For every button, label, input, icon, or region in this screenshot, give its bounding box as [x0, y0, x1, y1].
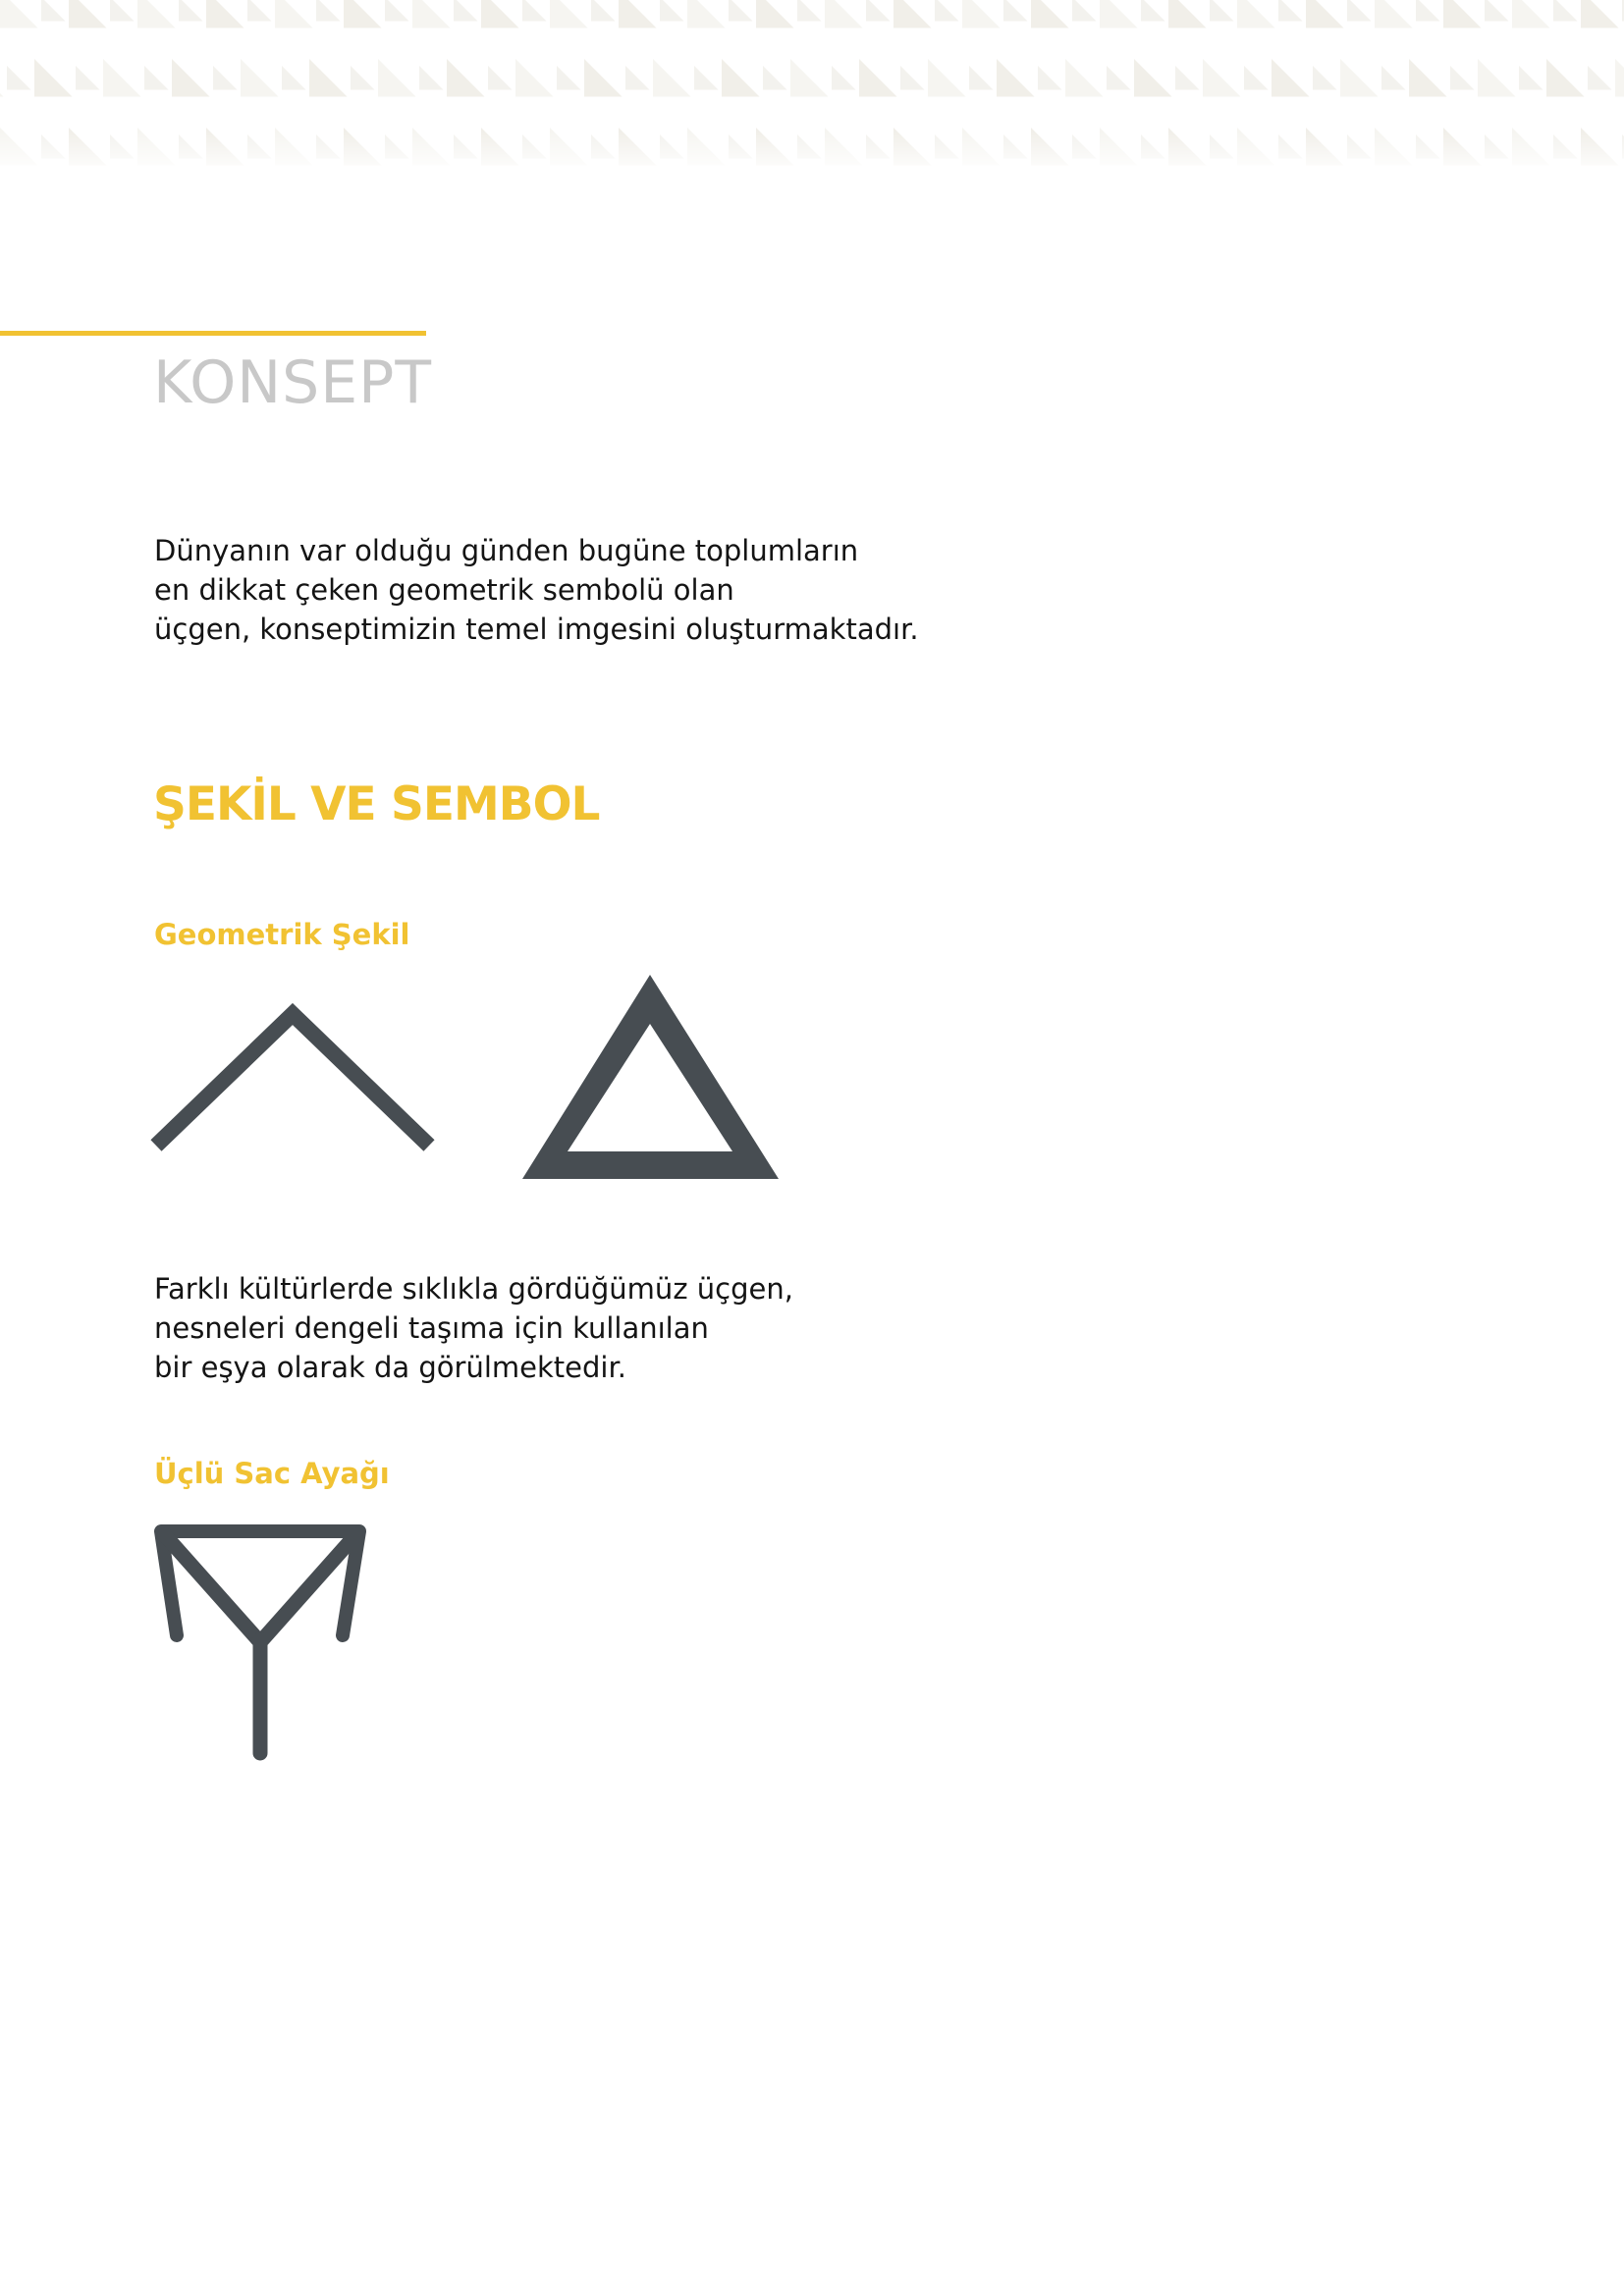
pattern-triangle [1237, 0, 1275, 28]
intro-line: Dünyanın var olduğu günden bugüne toplumların [154, 534, 859, 567]
pattern-triangle [515, 59, 554, 97]
pattern-triangle [935, 0, 959, 22]
pattern-triangle [309, 59, 348, 97]
pattern-triangle [591, 134, 616, 159]
pattern-triangle [137, 0, 176, 28]
pattern-triangle [1381, 66, 1406, 90]
pattern-triangle [1485, 0, 1509, 22]
pattern-triangle [859, 59, 897, 97]
pattern-triangle [550, 128, 588, 166]
pattern-triangle [694, 66, 719, 90]
pattern-triangle [584, 59, 623, 97]
pattern-triangle [893, 0, 932, 28]
pattern-triangle [1038, 66, 1062, 90]
pattern-triangle [481, 0, 519, 28]
accent-rule [0, 331, 426, 336]
pattern-triangle [729, 0, 753, 22]
description-line: Farklı kültürlerde sıklıkla gördüğümüz üçgen, [154, 1272, 793, 1306]
pattern-triangle [1416, 0, 1440, 22]
pattern-triangle [660, 134, 684, 159]
pattern-triangle [1031, 0, 1069, 28]
pattern-triangle [557, 66, 581, 90]
pattern-triangle [241, 59, 279, 97]
pattern-triangle [1278, 134, 1303, 159]
pattern-triangle [1485, 134, 1509, 159]
pattern-triangle [206, 128, 244, 166]
pattern-triangle [1134, 59, 1172, 97]
pattern-triangle [1065, 59, 1104, 97]
pattern-triangle [591, 0, 616, 22]
pattern-triangle [1278, 0, 1303, 22]
pattern-triangle [144, 66, 169, 90]
pattern-triangle [1581, 128, 1619, 166]
pattern-triangle [69, 0, 107, 28]
pattern-triangle [1141, 0, 1165, 22]
description-line: bir eşya olarak da görülmektedir. [154, 1351, 626, 1384]
pattern-triangle [619, 0, 657, 28]
pattern-triangle [1347, 0, 1372, 22]
pattern-triangle [522, 0, 547, 22]
pattern-triangle [206, 0, 244, 28]
pattern-triangle [454, 0, 478, 22]
pattern-triangle [378, 59, 416, 97]
pattern-triangle [1443, 0, 1482, 28]
pattern-triangle [1375, 128, 1413, 166]
pattern-triangle [625, 66, 650, 90]
pattern-triangle [247, 134, 272, 159]
pattern-triangle [1512, 128, 1550, 166]
pattern-triangle [110, 0, 135, 22]
pattern-triangle [275, 128, 313, 166]
pattern-triangle [412, 0, 451, 28]
pattern-triangle [412, 128, 451, 166]
geometric-shape-subheading: Geometrik Şekil [154, 918, 410, 951]
pattern-triangle [1546, 59, 1585, 97]
pattern-triangle [1141, 134, 1165, 159]
pattern-triangle [522, 134, 547, 159]
pattern-triangle [1237, 128, 1275, 166]
pattern-triangle [825, 0, 863, 28]
pattern-triangle [1100, 128, 1138, 166]
pattern-triangle [34, 59, 73, 97]
pattern-triangle [660, 0, 684, 22]
pattern-triangle [0, 0, 38, 28]
pattern-triangle [1416, 134, 1440, 159]
pattern-triangle [1203, 59, 1241, 97]
pattern-triangle [1519, 66, 1543, 90]
pattern-triangle [1443, 128, 1482, 166]
pattern-triangle [41, 134, 66, 159]
decorative-triangle-pattern [0, 0, 1624, 175]
pattern-triangle [419, 66, 444, 90]
pattern-triangle [1175, 66, 1200, 90]
pattern-triangle [110, 134, 135, 159]
pattern-triangle [935, 134, 959, 159]
pattern-triangle [1615, 59, 1624, 97]
pattern-triangle [1450, 66, 1475, 90]
pattern-triangle [41, 0, 66, 22]
pattern-triangle [1100, 0, 1138, 28]
pattern-triangle [969, 66, 994, 90]
intro-line: en dikkat çeken geometrik sembolü olan [154, 573, 734, 607]
page-title: KONSEPT [153, 348, 433, 417]
intro-paragraph [154, 531, 919, 649]
pattern-triangle [1072, 0, 1097, 22]
pattern-triangle [825, 128, 863, 166]
pattern-triangle [1003, 134, 1028, 159]
pattern-triangle [790, 59, 829, 97]
pattern-triangle [928, 59, 966, 97]
pattern-triangle [385, 134, 409, 159]
pattern-triangle [179, 134, 203, 159]
pattern-triangle [137, 128, 176, 166]
pattern-triangle [1478, 59, 1516, 97]
description-line: nesneleri dengeli taşıma için kullanılan [154, 1311, 709, 1345]
pattern-triangle [866, 134, 891, 159]
pattern-triangle [962, 128, 1001, 166]
pattern-triangle [454, 134, 478, 159]
chevron-icon [147, 996, 438, 1155]
pattern-triangle [997, 59, 1035, 97]
pattern-triangle [1553, 0, 1578, 22]
pattern-triangle [866, 0, 891, 22]
section-heading: ŞEKİL VE SEMBOL [153, 777, 600, 831]
pattern-triangle [900, 66, 925, 90]
pattern-triangle [69, 128, 107, 166]
pattern-triangle [1306, 0, 1344, 28]
pattern-triangle [316, 134, 341, 159]
pattern-triangle [1313, 66, 1337, 90]
pattern-triangle [722, 59, 760, 97]
pattern-triangle [729, 134, 753, 159]
pattern-triangle [282, 66, 306, 90]
pattern-triangle [1168, 0, 1207, 28]
pattern-triangle [0, 59, 4, 97]
pattern-triangle [550, 0, 588, 28]
pattern-triangle [0, 128, 38, 166]
pattern-triangle [763, 66, 787, 90]
pattern-triangle [1512, 0, 1550, 28]
pattern-triangle [1272, 59, 1310, 97]
pattern-triangle [481, 128, 519, 166]
intro-line: üçgen, konseptimizin temel imgesini oluşturmaktadır. [154, 613, 919, 646]
pattern-triangle [1244, 66, 1269, 90]
pattern-triangle [1210, 134, 1234, 159]
triangle-icon [520, 972, 781, 1180]
pattern-triangle [179, 0, 203, 22]
pattern-triangle [619, 128, 657, 166]
pattern-triangle [385, 0, 409, 22]
pattern-triangle [1072, 134, 1097, 159]
pattern-triangle [447, 59, 485, 97]
pattern-triangle [832, 66, 856, 90]
pattern-triangle [687, 128, 726, 166]
pattern-triangle [1003, 0, 1028, 22]
pattern-triangle [756, 128, 794, 166]
pattern-triangle [1107, 66, 1131, 90]
pattern-triangle [1588, 66, 1612, 90]
pattern-triangle [1340, 59, 1379, 97]
pattern-triangle [172, 59, 210, 97]
pattern-triangle [797, 134, 822, 159]
description-paragraph [154, 1269, 793, 1387]
pattern-triangle [962, 0, 1001, 28]
pattern-triangle [1306, 128, 1344, 166]
pattern-triangle [7, 66, 31, 90]
pattern-triangle [653, 59, 691, 97]
pattern-triangle [893, 128, 932, 166]
pattern-triangle [103, 59, 141, 97]
pattern-triangle [797, 0, 822, 22]
pattern-triangle [488, 66, 513, 90]
pattern-triangle [1168, 128, 1207, 166]
pattern-triangle [316, 0, 341, 22]
pattern-triangle [687, 0, 726, 28]
pattern-triangle [247, 0, 272, 22]
pattern-triangle [1581, 0, 1619, 28]
pattern-triangle [344, 128, 382, 166]
tripod-icon [151, 1522, 367, 1761]
pattern-triangle [756, 0, 794, 28]
pattern-triangle [1409, 59, 1447, 97]
pattern-triangle [1031, 128, 1069, 166]
pattern-triangle [344, 0, 382, 28]
pattern-triangle [213, 66, 238, 90]
tripod-subheading: Üçlü Sac Ayağı [154, 1457, 390, 1490]
pattern-triangle [76, 66, 100, 90]
pattern-triangle [1210, 0, 1234, 22]
pattern-triangle [1347, 134, 1372, 159]
pattern-triangle [1375, 0, 1413, 28]
pattern-triangle [351, 66, 375, 90]
pattern-triangle [1553, 134, 1578, 159]
pattern-triangle [275, 0, 313, 28]
